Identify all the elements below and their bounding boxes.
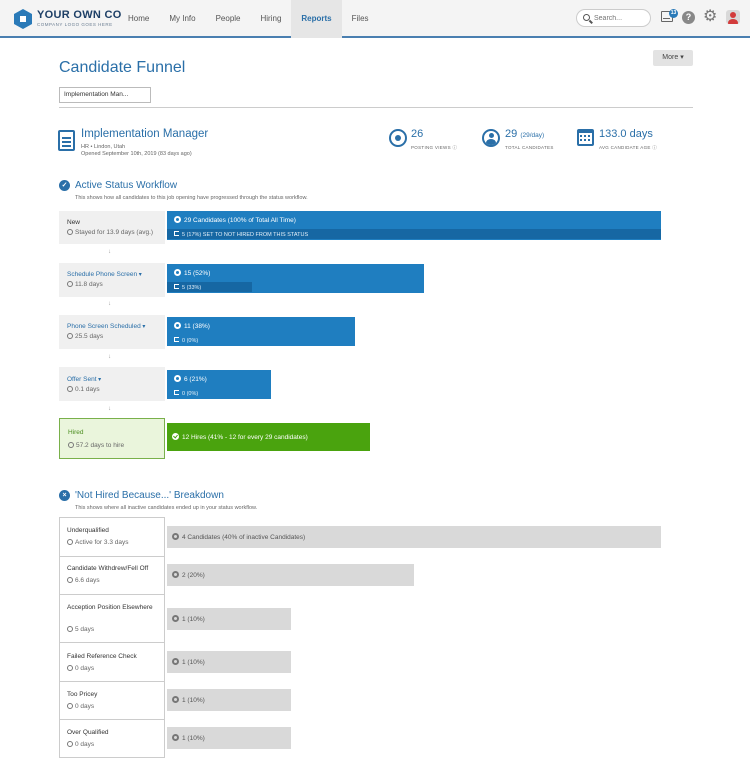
funnel-bar-offer-sent[interactable] [167, 370, 271, 399]
user-icon [482, 129, 500, 147]
reason-failed-reference-check[interactable] [60, 643, 164, 682]
stage-name[interactable]: Offer Sent ▾ [67, 376, 101, 383]
total-candidates-label: TOTAL CANDIDATES [505, 145, 554, 150]
stage-time: Stayed for 13.9 days (avg.) [67, 229, 153, 236]
stage-schedule-phone-screen[interactable] [59, 263, 165, 297]
clock-icon [67, 386, 73, 392]
user-icon [172, 571, 179, 578]
company-logo[interactable] [14, 9, 122, 29]
stage-name: Hired [68, 429, 84, 436]
clock-icon [67, 577, 73, 583]
down-arrow-icon: ↓ [108, 249, 111, 255]
user-icon [174, 216, 181, 223]
clock-icon [67, 333, 73, 339]
stage-offer-sent[interactable] [59, 367, 165, 401]
notification-badge: 13 [670, 10, 677, 16]
reason-time: 0 days [67, 741, 94, 748]
gear-icon[interactable]: ⚙ [703, 8, 718, 25]
stage-new[interactable] [59, 211, 165, 244]
reason-over-qualified[interactable] [60, 720, 164, 757]
funnel-bar-main-label: 11 (38%) [174, 322, 210, 330]
reason-name: Too Pricey [67, 691, 98, 698]
reason-too-pricey[interactable] [60, 682, 164, 720]
reason-name: Over Qualified [67, 729, 109, 736]
user-icon [172, 734, 179, 741]
workflow-title: Active Status Workflow [75, 180, 178, 191]
reason-time: 5 days [67, 626, 94, 633]
stage-name: New [67, 219, 81, 226]
search-input[interactable] [594, 12, 646, 24]
down-arrow-icon: ↓ [108, 354, 111, 360]
stage-hired[interactable] [59, 418, 165, 459]
clock-icon [68, 442, 74, 448]
stage-phone-screen-scheduled[interactable] [59, 315, 165, 349]
avatar[interactable] [726, 10, 740, 24]
reason-bar-accepted-elsewhere[interactable] [167, 608, 291, 630]
logo-name: YOUR OWN CO [37, 9, 122, 21]
funnel-bar-main-label: 6 (21%) [174, 375, 207, 383]
more-button-label: More [662, 54, 679, 61]
reason-time: Active for 3.3 days [67, 539, 128, 546]
reason-time: 0 days [67, 665, 94, 672]
down-arrow-icon: ↓ [108, 301, 111, 307]
calendar-icon [577, 129, 594, 146]
reason-name: Underqualified [67, 527, 109, 534]
stage-name[interactable]: Phone Screen Scheduled ▾ [67, 323, 145, 330]
stage-time: 25.5 days [67, 333, 103, 340]
funnel-bar-main-label: 15 (52%) [174, 269, 210, 277]
reason-underqualified[interactable] [60, 518, 164, 557]
logo-hex-icon [14, 9, 32, 29]
user-icon [174, 269, 181, 276]
job-title: Implementation Manager [81, 128, 209, 140]
posting-views-value: 26 [411, 128, 424, 140]
job-clipboard-icon [58, 130, 75, 151]
funnel-bar-phone-screen-scheduled[interactable] [167, 317, 355, 346]
job-opening-select[interactable]: Implementation Man... [59, 87, 151, 103]
stage-time: 0.1 days [67, 386, 100, 393]
reason-bar-failed-reference-check[interactable] [167, 651, 291, 673]
reason-candidate-withdrew[interactable] [60, 557, 164, 595]
funnel-bar-schedule-phone-screen[interactable] [167, 264, 424, 293]
main-nav [118, 0, 379, 38]
exit-icon [174, 231, 179, 236]
help-icon[interactable]: ? [682, 11, 695, 24]
user-icon [174, 322, 181, 329]
funnel-bar-sub-label: 5 (17%) SET TO NOT HIRED FROM THIS STATUS [174, 231, 308, 238]
stage-name[interactable]: Schedule Phone Screen ▾ [67, 271, 142, 278]
search-box[interactable] [576, 9, 651, 27]
clock-icon [67, 741, 73, 747]
user-icon [172, 533, 179, 540]
clock-icon [67, 703, 73, 709]
reason-name: Acception Position Elsewhere [67, 604, 153, 611]
funnel-bar-main-label: 12 Hires (41% - 12 for every 29 candidates) [172, 433, 308, 441]
reason-bar-underqualified[interactable] [167, 526, 661, 548]
reason-bar-over-qualified[interactable] [167, 727, 291, 749]
funnel-bar-main-label: 29 Candidates (100% of Total All Time) [174, 216, 296, 224]
user-icon [172, 696, 179, 703]
search-icon [583, 14, 590, 21]
eye-icon [389, 129, 407, 147]
reason-bar-too-pricey[interactable] [167, 689, 291, 711]
nav-home[interactable]: Home [128, 14, 150, 23]
down-arrow-icon: ↓ [108, 406, 111, 412]
funnel-bar-new[interactable] [167, 211, 661, 240]
avg-candidate-age-value: 133.0 days [599, 128, 653, 140]
user-icon [172, 658, 179, 665]
funnel-bar-sub-label: 5 (33%) [174, 284, 201, 291]
nav-hiring[interactable]: Hiring [260, 14, 282, 23]
exit-icon [174, 390, 179, 395]
chevron-down-icon: ▾ [680, 54, 684, 61]
clock-icon [67, 665, 73, 671]
reason-bar-label: 1 (10%) [172, 658, 205, 666]
nav-people[interactable]: People [215, 14, 241, 23]
reason-time: 6.6 days [67, 577, 100, 584]
divider [59, 107, 693, 108]
clock-icon [67, 626, 73, 632]
reason-bar-label: 1 (10%) [172, 615, 205, 623]
user-icon [172, 615, 179, 622]
reason-bar-label: 1 (10%) [172, 696, 205, 704]
clock-icon [67, 229, 73, 235]
reason-bar-label: 2 (20%) [172, 571, 205, 579]
reason-bar-candidate-withdrew[interactable] [167, 564, 414, 586]
stage-time: 11.8 days [67, 281, 103, 288]
total-candidates-value: 29 (29/day) [505, 128, 545, 140]
funnel-bar-hired[interactable] [167, 423, 370, 451]
top-navigation-bar [0, 0, 750, 38]
logo-tagline: COMPANY LOGO GOES HERE [37, 22, 113, 27]
reason-name: Failed Reference Check [67, 653, 137, 660]
reason-accepted-elsewhere[interactable] [60, 595, 164, 643]
nav-reports[interactable]: Reports [291, 0, 341, 38]
avg-candidate-age-label: AVG CANDIDATE AGE ⓘ [599, 145, 658, 150]
reason-bar-label: 1 (10%) [172, 734, 205, 742]
nav-my-info[interactable]: My Info [169, 14, 196, 23]
funnel-bar-sub-label: 0 (0%) [174, 390, 198, 397]
funnel-bar-sub-label: 0 (0%) [174, 337, 198, 344]
posting-views-label: POSTING VIEWS ⓘ [411, 145, 458, 150]
check-circle-icon: ✓ [59, 180, 70, 191]
x-circle-icon: × [59, 490, 70, 501]
workflow-description: This shows how all candidates to this job opening have progressed through the status workflow. [75, 195, 308, 201]
clock-icon [67, 539, 73, 545]
job-location: HR • Lindon, Utah [81, 144, 126, 150]
not-hired-reason-list [59, 517, 165, 758]
page-title: Candidate Funnel [59, 59, 186, 76]
reason-name: Candidate Withdrew/Fell Off [67, 565, 149, 572]
check-icon [172, 433, 179, 440]
exit-icon [174, 284, 179, 289]
reason-bar-label: 4 Candidates (40% of inactive Candidates) [172, 533, 305, 541]
more-button[interactable] [653, 50, 693, 66]
stage-time: 57.2 days to hire [68, 442, 124, 449]
not-hired-title: 'Not Hired Because...' Breakdown [75, 490, 224, 501]
job-opened-date: Opened September 10th, 2019 (83 days ago) [81, 151, 192, 157]
exit-icon [174, 337, 179, 342]
user-icon [174, 375, 181, 382]
clock-icon [67, 281, 73, 287]
nav-files[interactable]: Files [351, 14, 369, 23]
reason-time: 0 days [67, 703, 94, 710]
not-hired-description: This shows where all inactive candidates ended up in your status workflow. [75, 505, 258, 511]
